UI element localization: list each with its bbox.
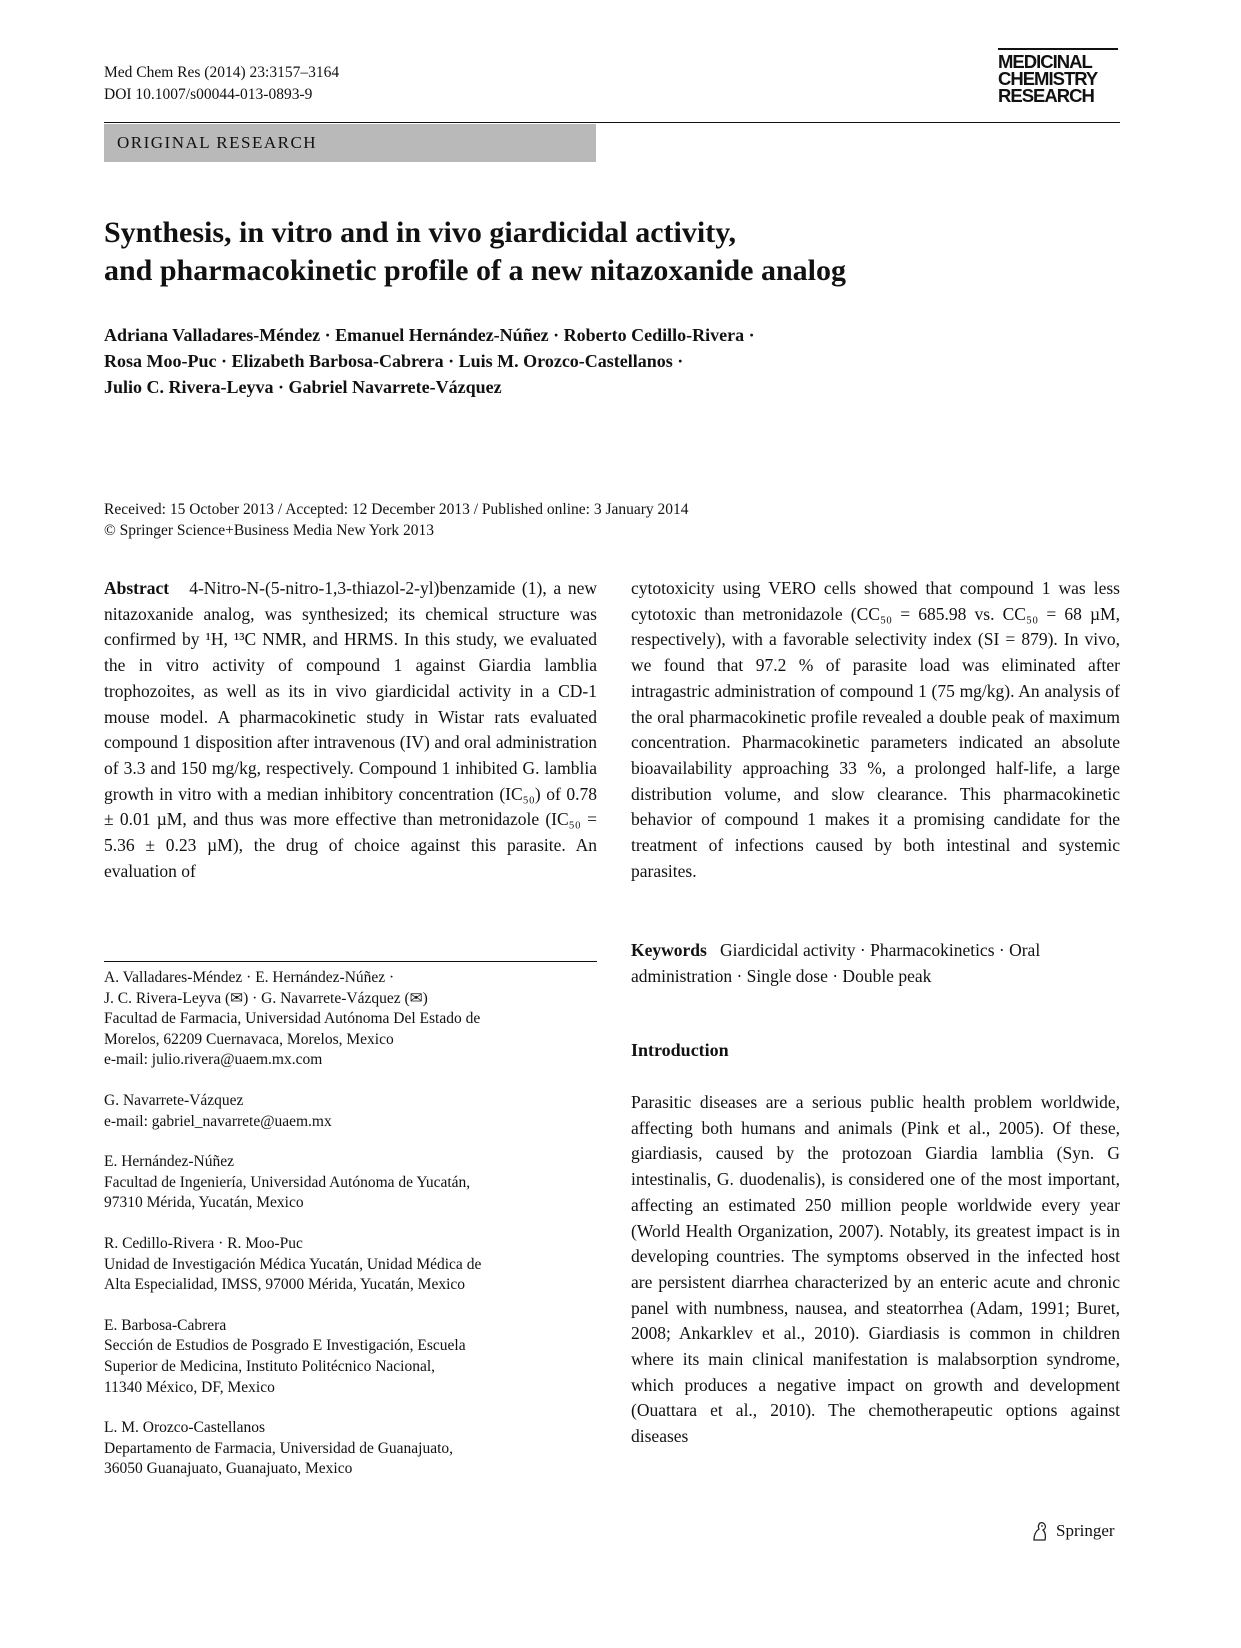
affiliation-line: Alta Especialidad, IMSS, 97000 Mérida, Yucatán, Mexico <box>104 1276 466 1294</box>
affiliation-line: 11340 México, DF, Mexico <box>104 1378 275 1396</box>
affiliation-line: Unidad de Investigación Médica Yucatán, Unidad Médica de <box>104 1255 482 1273</box>
affiliation-line: Sección de Estudios de Posgrado E Investigación, Escuela <box>104 1337 466 1355</box>
publisher-mark <box>1030 1520 1115 1542</box>
email-line: e-mail: gabriel_navarrete@uaem.mx <box>104 1112 332 1130</box>
keywords-label: Keywords <box>631 940 707 960</box>
affiliation-line: L. M. Orozco-Castellanos <box>104 1419 265 1437</box>
introduction-body <box>631 1090 1120 1450</box>
affiliation-block <box>104 1091 597 1132</box>
affiliation-line: Departamento de Farmacia, Universidad de Guanajuato, <box>104 1439 454 1457</box>
springer-horse-icon <box>1030 1520 1050 1542</box>
affiliation-block <box>104 1316 597 1398</box>
abstract-text-right: cytotoxicity using VERO cells showed that compound 1 was less cytotoxic than metronidazole (CC₅₀ = 685.98 vs. CC₅₀ = 68 µM, respectively), with a favorable selectivity index (SI = 879). In vivo, we found that 97.2 % of parasite load was eliminated after intragastric administration of compound 1 (75 mg/kg). An analysis of the oral pharmacokinetic profile revealed a double peak of maximum concentration. Pharmacokinetic parameters indicated an absolute bioavailability approaching 33 %, a prolonged half-life, a large distribution volume, and slow clearance. This pharmacokinetic behavior of compound 1 makes it a promising candidate for the treatment of infections caused by both intestinal and systemic parasites. <box>631 578 1120 881</box>
title-line-1: Synthesis, in vitro and in vivo giardicidal activity, <box>104 216 737 249</box>
publication-dates <box>104 499 1004 541</box>
affiliation-line: E. Barbosa-Cabrera <box>104 1316 227 1334</box>
author-line-1: Adriana Valladares-Méndez · Emanuel Hernández-Núñez · Roberto Cedillo-Rivera · <box>104 325 755 345</box>
affiliation-line: J. C. Rivera-Leyva (✉) · G. Navarrete-Vázquez (✉) <box>104 989 428 1007</box>
journal-logo <box>998 48 1118 104</box>
author-line-2: Rosa Moo-Puc · Elizabeth Barbosa-Cabrera · Luis M. Orozco-Castellanos · <box>104 351 684 371</box>
abstract-right-column <box>631 576 1120 884</box>
affiliation-block <box>104 968 597 1071</box>
abstract-left-column <box>104 576 597 884</box>
affiliation-line: E. Hernández-Núñez <box>104 1153 234 1171</box>
affiliation-block <box>104 1234 597 1296</box>
introduction-heading: Introduction <box>631 1040 729 1060</box>
affiliation-line: G. Navarrete-Vázquez <box>104 1091 244 1109</box>
introduction-text: Parasitic diseases are a serious public health problem worldwide, affecting both humans and animals (Pink et al., 2005). Of these, giardiasis, caused by the protozoan Giardia lamblia (Syn. G intestinalis, G. duodenalis), is considered one of the most important, affecting an estimated 250 million people worldwide every year (World Health Organization, 2007). Notably, its greatest impact is in developing countries. The symptoms observed in the infected host are persistent diarrhea characterized by an enteric acute and chronic panel with numbness, nausea, and steatorrhea (Adam, 1991; Buret, 2008; Ankarklev et al., 2010). Giardiasis is common in children where its main clinical manifestation is malabsorption syndrome, which produces a negative impact on growth and development (Ouattara et al., 2010). The chemotherapeutic options against diseases <box>631 1092 1120 1447</box>
copyright-line: © Springer Science+Business Media New York 2013 <box>104 522 435 539</box>
author-list <box>104 322 1064 400</box>
footnote-rule <box>104 961 597 962</box>
affiliation-line: Facultad de Ingeniería, Universidad Autónoma de Yucatán, <box>104 1173 471 1191</box>
affiliation-line: R. Cedillo-Rivera · R. Moo-Puc <box>104 1234 303 1252</box>
title-line-2: and pharmacokinetic profile of a new nitazoxanide analog <box>104 254 846 287</box>
doi-line: DOI 10.1007/s00044-013-0893-9 <box>104 86 313 103</box>
section-label: ORIGINAL RESEARCH <box>117 133 318 152</box>
affiliation-line: Morelos, 62209 Cuernavaca, Morelos, Mexico <box>104 1030 394 1048</box>
section-label-band <box>104 124 596 162</box>
logo-line-2: CHEMISTRY <box>998 68 1098 89</box>
dates-line: Received: 15 October 2013 / Accepted: 12 December 2013 / Published online: 3 January 2014 <box>104 501 689 518</box>
author-line-3: Julio C. Rivera-Leyva · Gabriel Navarrete-Vázquez <box>104 377 502 397</box>
affiliation-line: 36050 Guanajuato, Guanajuato, Mexico <box>104 1460 353 1478</box>
affiliations <box>104 968 597 1500</box>
keywords-text: Giardicidal activity · Pharmacokinetics · Oral administration · Single dose · Double peak <box>631 940 1041 986</box>
journal-reference <box>104 62 339 106</box>
keywords <box>631 938 1120 989</box>
logo-line-3: RESEARCH <box>998 85 1094 106</box>
header-rule <box>104 122 1120 123</box>
logo-line-1: MEDICINAL <box>998 51 1092 72</box>
affiliation-line: Facultad de Farmacia, Universidad Autónoma Del Estado de <box>104 1010 481 1028</box>
affiliation-block <box>104 1418 597 1480</box>
abstract-label: Abstract <box>104 578 170 598</box>
affiliation-line: A. Valladares-Méndez · E. Hernández-Núñez · <box>104 969 395 986</box>
email-line: e-mail: julio.rivera@uaem.mx.com <box>104 1051 323 1069</box>
abstract-text-left: 4-Nitro-N-(5-nitro-1,3-thiazol-2-yl)benzamide (1), a new nitazoxanide analog, was synthesized; its chemical structure was confirmed by ¹H, ¹³C NMR, and HRMS. In this study, we evaluated the in vitro activity of compound 1 against Giardia lamblia trophozoites, as well as its in vivo giardicidal activity in a CD-1 mouse model. A pharmacokinetic study in Wistar rats evaluated compound 1 disposition after intravenous (IV) and oral administration of 3.3 and 150 mg/kg, respectively. Compound 1 inhibited G. lamblia growth in vitro with a median inhibitory concentration (IC₅₀) of 0.78 ± 0.01 µM, and thus was more effective than metronidazole (IC₅₀ = 5.36 ± 0.23 µM), the drug of choice against this parasite. An evaluation of <box>104 578 598 881</box>
affiliation-block <box>104 1152 597 1214</box>
article-title <box>104 214 1064 290</box>
journal-line: Med Chem Res (2014) 23:3157–3164 <box>104 64 340 81</box>
affiliation-line: Superior de Medicina, Instituto Politécnico Nacional, <box>104 1357 436 1375</box>
affiliation-line: 97310 Mérida, Yucatán, Mexico <box>104 1194 304 1212</box>
publisher-name: Springer <box>1056 1521 1115 1540</box>
